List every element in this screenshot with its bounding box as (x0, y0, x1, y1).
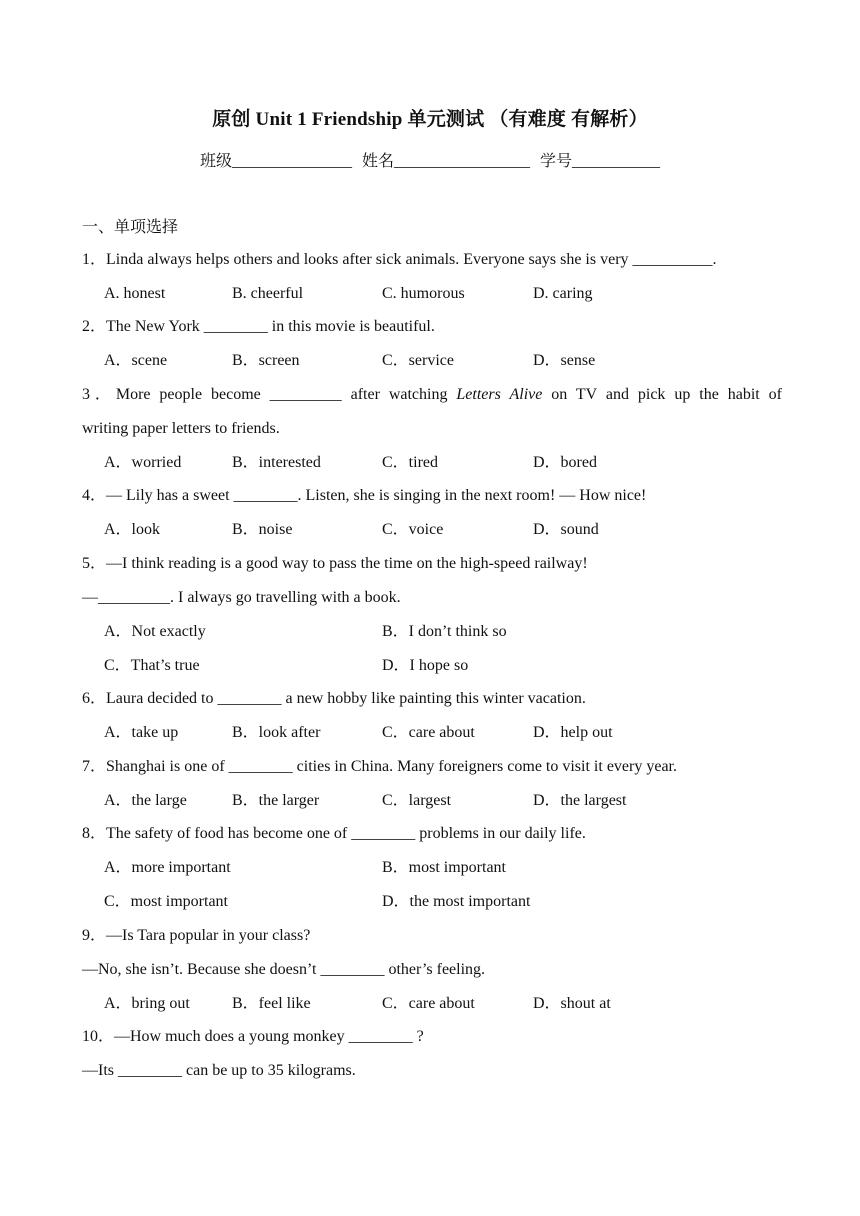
question-5-option-a[interactable]: A．Not exactly (104, 623, 206, 640)
question-3-option-b[interactable]: B．interested (232, 454, 321, 471)
question-9-option-b[interactable]: B．feel like (232, 995, 311, 1012)
section-title: 一、单项选择 (82, 219, 179, 236)
question-6-option-b[interactable]: B．look after (232, 724, 321, 741)
question-9-option-a[interactable]: A．bring out (104, 995, 190, 1012)
question-8-option-b[interactable]: B．most important (382, 859, 507, 876)
question-5-option-b[interactable]: B．I don’t think so (382, 623, 507, 640)
question-7-stem: 7．Shanghai is one of ________ cities in China. Many foreigners come to visit it every year. (82, 758, 677, 775)
question-1-option-a[interactable]: A. honest (104, 285, 166, 302)
question-10-stem: 10．—How much does a young monkey ________ ? (82, 1028, 424, 1045)
question-3-program-title: Letters Alive (456, 386, 543, 403)
question-9-stem-continued: —No, she isn’t. Because she doesn’t ________ other’s feeling. (82, 961, 486, 978)
question-9-option-d[interactable]: D．shout at (533, 995, 611, 1012)
question-9-option-c[interactable]: C．care about (382, 995, 475, 1012)
exam-title: 原创 Unit 1 Friendship 单元测试 （有难度 有解析） (212, 109, 648, 130)
question-6-stem: 6．Laura decided to ________ a new hobby like painting this winter vacation. (82, 690, 586, 707)
question-6-option-a[interactable]: A．take up (104, 724, 179, 741)
question-7-option-c[interactable]: C．largest (382, 792, 452, 809)
question-8-option-c[interactable]: C．most important (104, 893, 229, 910)
student-info-line (0, 148, 860, 171)
question-3-stem-part1: 3．More people become _________ after watching (82, 386, 457, 403)
student-number-field[interactable]: 学号___________ (540, 153, 661, 170)
question-2-option-b[interactable]: B．screen (232, 352, 300, 369)
question-5-option-d[interactable]: D．I hope so (382, 657, 469, 674)
question-8-option-a[interactable]: A．more important (104, 859, 231, 876)
question-3-stem-part2: on TV and pick up the habit of (542, 386, 782, 403)
question-3-stem (82, 385, 782, 405)
question-5-stem: 5．—I think reading is a good way to pass the time on the high-speed railway! (82, 555, 588, 572)
question-8-option-d[interactable]: D．the most important (382, 893, 531, 910)
question-2-option-d[interactable]: D．sense (533, 352, 596, 369)
question-5-stem-continued: —_________. I always go travelling with a book. (82, 589, 401, 606)
question-4-option-b[interactable]: B．noise (232, 521, 293, 538)
question-7-option-a[interactable]: A．the large (104, 792, 187, 809)
question-7-option-d[interactable]: D．the largest (533, 792, 627, 809)
question-8-stem: 8．The safety of food has become one of ________ problems in our daily life. (82, 825, 586, 842)
class-field[interactable]: 班级_______________ (199, 153, 352, 170)
question-3-option-c[interactable]: C．tired (382, 454, 438, 471)
question-6-option-d[interactable]: D．help out (533, 724, 613, 741)
question-9-stem: 9．—Is Tara popular in your class? (82, 927, 311, 944)
question-3-stem-continued: writing paper letters to friends. (82, 420, 280, 437)
question-1-option-c[interactable]: C. humorous (382, 285, 465, 302)
question-1-option-d[interactable]: D. caring (533, 285, 593, 302)
question-2-option-c[interactable]: C．service (382, 352, 454, 369)
question-4-option-c[interactable]: C．voice (382, 521, 444, 538)
question-1-option-b[interactable]: B. cheerful (232, 285, 304, 302)
question-7-option-b[interactable]: B．the larger (232, 792, 320, 809)
question-3-option-d[interactable]: D．bored (533, 454, 597, 471)
question-5-option-c[interactable]: C．That’s true (104, 657, 200, 674)
question-1-stem: 1．Linda always helps others and looks after sick animals. Everyone says she is very __________. (82, 251, 717, 268)
question-4-stem: 4．— Lily has a sweet ________. Listen, she is singing in the next room! — How nice! (82, 487, 647, 504)
name-field[interactable]: 姓名_________________ (361, 153, 530, 170)
question-2-stem: 2．The New York ________ in this movie is beautiful. (82, 318, 435, 335)
question-4-option-a[interactable]: A．look (104, 521, 161, 538)
question-4-option-d[interactable]: D．sound (533, 521, 599, 538)
question-3-option-a[interactable]: A．worried (104, 454, 182, 471)
question-2-option-a[interactable]: A．scene (104, 352, 168, 369)
question-6-option-c[interactable]: C．care about (382, 724, 475, 741)
question-10-stem-continued: —Its ________ can be up to 35 kilograms. (82, 1062, 356, 1079)
